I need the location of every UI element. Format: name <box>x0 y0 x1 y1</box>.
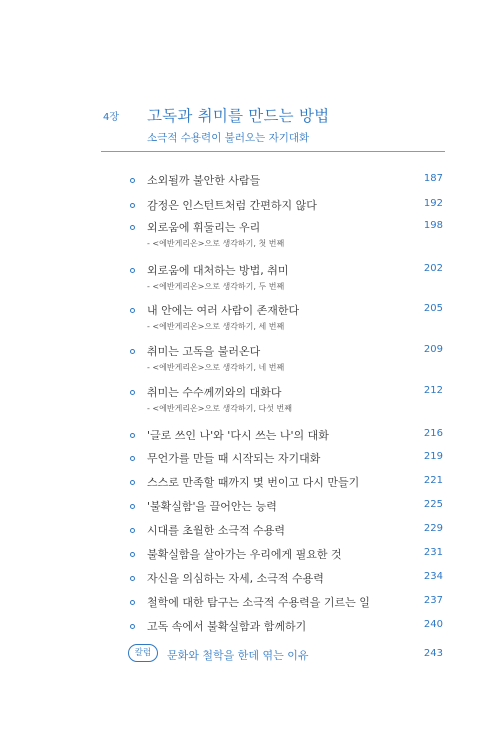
entry-page-number: 229 <box>423 523 443 534</box>
entry-title: 취미는 고독을 불러온다 <box>147 345 261 358</box>
chapter-divider <box>101 151 445 152</box>
entry-page-number: 219 <box>423 451 443 462</box>
toc-entry[interactable] <box>0 384 500 424</box>
entry-page-number: 234 <box>423 571 443 582</box>
chapter-subtitle: 소극적 수용력이 불러오는 자기대화 <box>147 132 310 144</box>
entry-title: 감정은 인스턴트처럼 간편하지 않다 <box>147 199 317 212</box>
entry-subtitle: - <에반게리온>으로 생각하기, 다섯 번째 <box>147 404 292 413</box>
bullet-icon <box>130 480 135 485</box>
entry-page-number: 198 <box>423 220 443 231</box>
entry-page-number: 187 <box>423 173 443 184</box>
entry-title: 스스로 만족할 때까지 몇 번이고 다시 만들기 <box>147 476 360 489</box>
entry-page-number: 212 <box>423 385 443 396</box>
bullet-icon <box>130 456 135 461</box>
bullet-icon <box>130 600 135 605</box>
entry-title: 시대를 초월한 소극적 수용력 <box>147 524 286 537</box>
entry-title: 내 안에는 여러 사람이 존재한다 <box>147 304 300 317</box>
bullet-icon <box>130 268 135 273</box>
bullet-icon <box>130 203 135 208</box>
bullet-icon <box>130 349 135 354</box>
toc-entry[interactable] <box>0 343 500 383</box>
bullet-icon <box>130 178 135 183</box>
bullet-icon <box>130 528 135 533</box>
entry-title: 불확실함을 살아가는 우리에게 필요한 것 <box>147 548 342 561</box>
entry-subtitle: - <에반게리온>으로 생각하기, 첫 번째 <box>147 239 285 248</box>
bullet-icon <box>130 552 135 557</box>
entry-title: 자신을 의심하는 자세, 소극적 수용력 <box>147 572 324 585</box>
bullet-icon <box>130 504 135 509</box>
chapter-number: 4장 <box>103 112 120 123</box>
column-title[interactable]: 문화와 철학을 한데 엮는 이유 <box>167 649 309 662</box>
entry-title: 고독 속에서 불확실함과 함께하기 <box>147 620 307 633</box>
entry-page-number: 225 <box>423 499 443 510</box>
entry-subtitle: - <에반게리온>으로 생각하기, 두 번째 <box>147 282 285 291</box>
entry-page-number: 202 <box>423 263 443 274</box>
toc-entry[interactable] <box>0 262 500 302</box>
bullet-icon <box>130 225 135 230</box>
bullet-icon <box>130 433 135 438</box>
entry-title: 무언가를 만들 때 시작되는 자기대화 <box>147 452 321 465</box>
toc-entry[interactable] <box>0 302 500 342</box>
bullet-icon <box>130 308 135 313</box>
entry-title: 철학에 대한 탐구는 소극적 수용력을 기르는 일 <box>147 596 370 609</box>
bullet-icon <box>130 624 135 629</box>
entry-title: 소외될까 불안한 사람들 <box>147 174 261 187</box>
entry-page-number: 237 <box>423 595 443 606</box>
entry-page-number: 209 <box>423 344 443 355</box>
entry-page-number: 192 <box>423 198 443 209</box>
entry-subtitle: - <에반게리온>으로 생각하기, 세 번째 <box>147 322 285 331</box>
entry-page-number: 205 <box>423 303 443 314</box>
entry-title: 외로움에 휘둘리는 우리 <box>147 221 261 234</box>
entry-title: 취미는 수수께끼와의 대화다 <box>147 386 282 399</box>
entry-subtitle: - <에반게리온>으로 생각하기, 네 번째 <box>147 363 285 372</box>
toc-entry[interactable] <box>0 219 500 259</box>
entry-title: '글로 쓰인 나'와 '다시 쓰는 나'의 대화 <box>147 429 329 442</box>
entry-title: '불확실함'을 끌어안는 능력 <box>147 500 277 513</box>
entry-page-number: 231 <box>423 547 443 558</box>
column-page-number: 243 <box>423 648 443 659</box>
column-badge: 칼럼 <box>128 644 158 662</box>
entry-title: 외로움에 대처하는 방법, 취미 <box>147 264 289 277</box>
entry-page-number: 216 <box>423 428 443 439</box>
entry-page-number: 240 <box>423 619 443 630</box>
entry-page-number: 221 <box>423 475 443 486</box>
bullet-icon <box>130 576 135 581</box>
bullet-icon <box>130 390 135 395</box>
chapter-title[interactable]: 고독과 취미를 만드는 방법 <box>147 107 330 125</box>
